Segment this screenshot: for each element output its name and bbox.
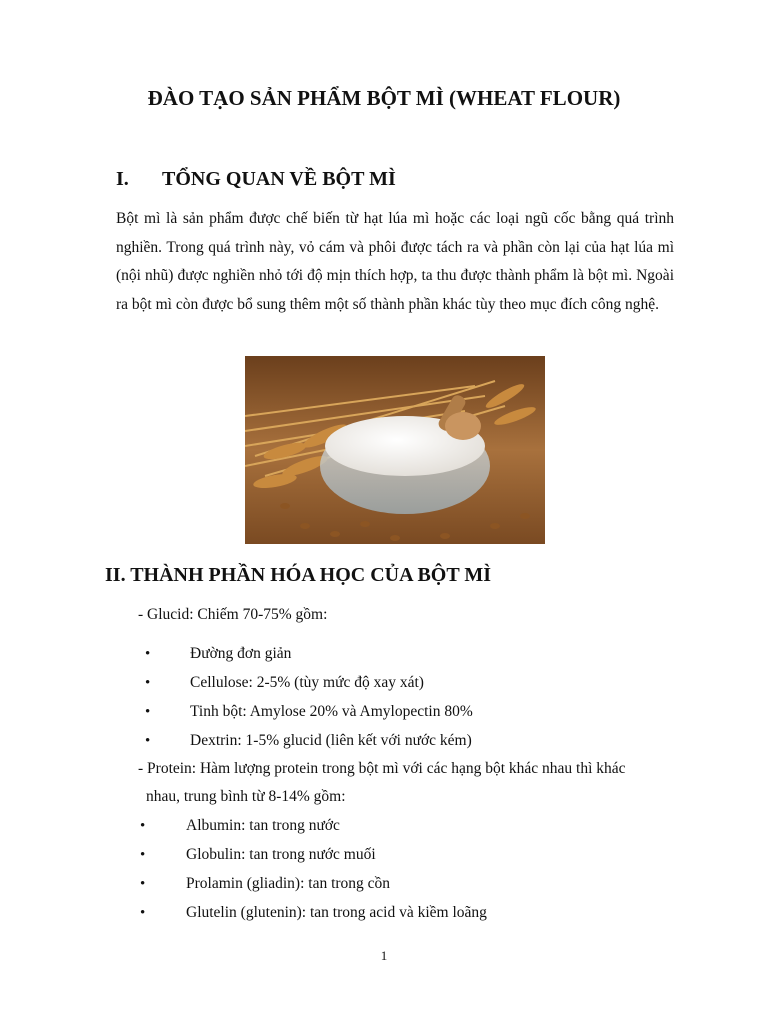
glucid-item: Đường đơn giản — [190, 645, 292, 662]
section-1-paragraph: Bột mì là sản phẩm được chế biến từ hạt lúa mì hoặc các loại ngũ cốc bằng quá trình nghiền. Trong quá trình này, vỏ cám và phôi được tách ra và phần còn lại của hạt lúa mì (nội nhũ) được nghiền nhỏ tới độ mịn thích hợp, ta thu được thành phẩm là bột mì. Ngoài ra bột mì còn được bổ sung thêm một số thành phần khác tùy theo mục đích công nghệ. — [116, 210, 674, 313]
section-1-title: TỔNG QUAN VỀ BỘT MÌ — [162, 168, 396, 190]
bullet-symbol: • — [145, 733, 151, 749]
bullet-symbol: • — [140, 818, 146, 834]
glucid-line: - Glucid: Chiếm 70-75% gồm: — [138, 606, 328, 623]
bullet-symbol: • — [145, 704, 151, 720]
protein-item: Albumin: tan trong nước — [186, 817, 340, 834]
document-title: ĐÀO TẠO SẢN PHẨM BỘT MÌ (WHEAT FLOUR) — [147, 86, 621, 110]
wheat-flour-photo — [245, 356, 545, 544]
bullet-symbol: • — [140, 876, 146, 892]
bullet-symbol: • — [145, 675, 151, 691]
glucid-item: Cellulose: 2-5% (tùy mức độ xay xát) — [190, 674, 424, 691]
protein-item: Prolamin (gliadin): tan trong cồn — [186, 875, 391, 892]
protein-item: Globulin: tan trong nước muối — [186, 846, 376, 863]
protein-line-1: - Protein: Hàm lượng protein trong bột mì với các hạng bột khác nhau thì khác — [138, 760, 626, 777]
protein-item: Glutelin (glutenin): tan trong acid và kiềm loãng — [186, 904, 487, 921]
page-number: 1 — [380, 948, 388, 963]
bullet-symbol: • — [140, 847, 146, 863]
bullet-symbol: • — [145, 646, 151, 662]
section-2-heading: II. THÀNH PHẦN HÓA HỌC CỦA BỘT MÌ — [105, 564, 491, 586]
protein-line-2: nhau, trung bình từ 8-14% gồm: — [146, 788, 346, 805]
section-1-heading — [116, 168, 396, 191]
glucid-item: Tinh bột: Amylose 20% và Amylopectin 80% — [190, 703, 473, 720]
glucid-item: Dextrin: 1-5% glucid (liên kết với nước kém) — [190, 732, 472, 749]
section-1-number: I. — [116, 168, 129, 190]
bullet-symbol: • — [140, 905, 146, 921]
